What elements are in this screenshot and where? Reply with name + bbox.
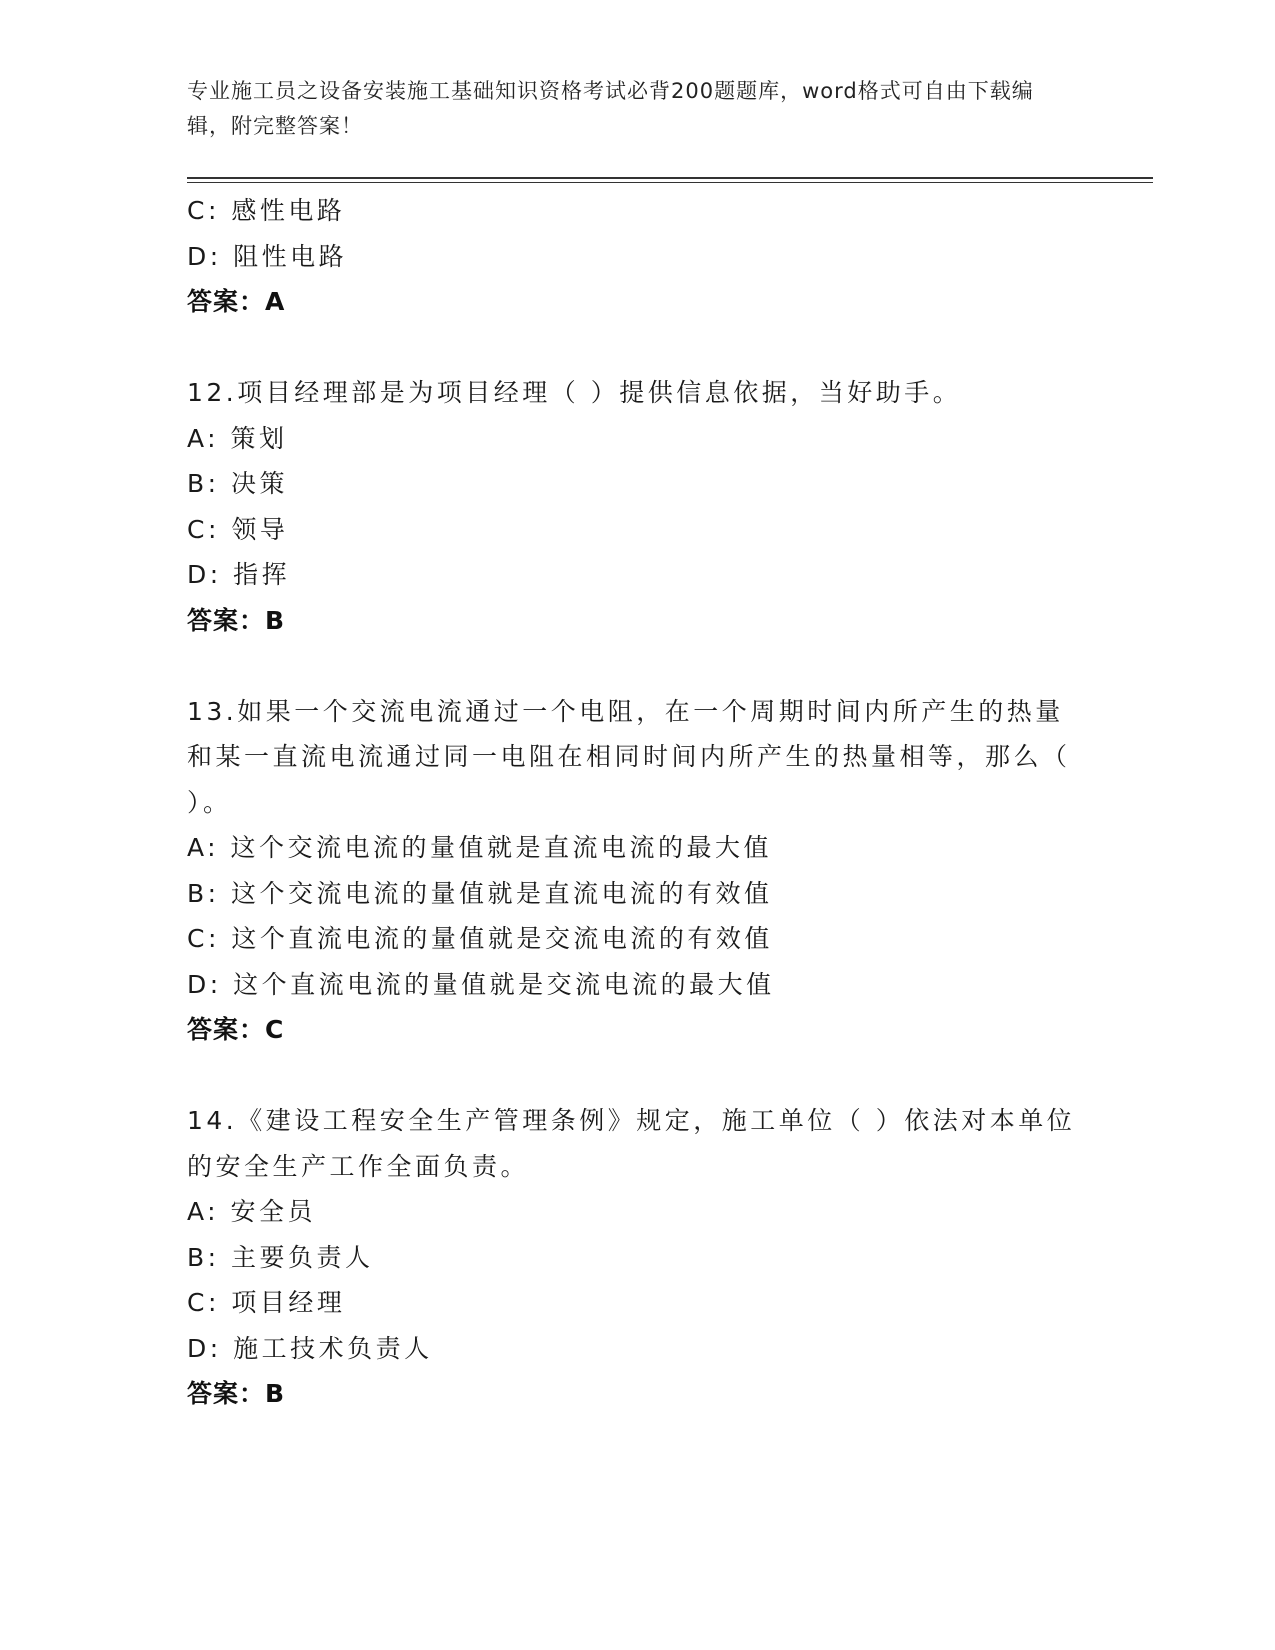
option-text: 项目经理	[231, 1288, 346, 1317]
option-letter: C:	[187, 196, 220, 225]
option-a	[187, 1189, 1087, 1235]
option-text: 指挥	[233, 560, 291, 589]
answer-line: 答案：B	[187, 1379, 286, 1408]
option-letter: D:	[187, 560, 222, 589]
option-letter: A:	[187, 1197, 220, 1226]
header-divider-thick	[187, 177, 1153, 179]
option-letter: A:	[187, 833, 220, 862]
option-text: 这个直流电流的量值就是交流电流的最大值	[233, 969, 775, 999]
option-c	[187, 916, 1087, 962]
question-stem: 13.如果一个交流电流通过一个电阻，在一个周期时间内所产生的热量和某一直流电流通过同一电阻在相同时间内所产生的热量相等，那么（ ）。	[187, 696, 1071, 817]
option-d	[187, 552, 1087, 598]
option-letter: D:	[187, 1333, 222, 1363]
option-letter: B:	[187, 469, 220, 498]
option-text: 领导	[231, 514, 289, 544]
option-c	[187, 188, 1087, 234]
option-text: 这个交流电流的量值就是直流电流的最大值	[230, 833, 773, 862]
option-c	[187, 507, 1087, 553]
option-a	[187, 416, 1087, 462]
option-letter: C:	[187, 924, 220, 953]
document-header-title: 专业施工员之设备安装施工基础知识资格考试必背200题题库，word格式可自由下载编辑，附完整答案！	[187, 79, 1034, 138]
option-text: 这个直流电流的量值就是交流电流的有效值	[231, 924, 773, 953]
answer-line: 答案：B	[187, 605, 286, 635]
option-text: 阻性电路	[233, 241, 348, 271]
option-letter: B:	[187, 878, 220, 908]
answer-line: 答案：A	[187, 287, 286, 316]
spacer	[187, 643, 1087, 689]
option-text: 施工技术负责人	[233, 1333, 433, 1363]
option-text: 主要负责人	[231, 1242, 374, 1272]
option-c	[187, 1280, 1087, 1326]
question-list	[187, 188, 1087, 1417]
option-a	[187, 825, 1087, 871]
header-divider-thin	[187, 182, 1153, 183]
option-letter: A:	[187, 423, 220, 453]
option-letter: B:	[187, 1242, 220, 1272]
option-d	[187, 234, 1087, 280]
option-text: 决策	[231, 469, 289, 498]
question-14	[187, 1098, 1087, 1417]
question-12	[187, 370, 1087, 643]
option-letter: D:	[187, 969, 222, 999]
option-text: 这个交流电流的量值就是直流电流的有效值	[231, 878, 773, 908]
option-text: 策划	[230, 423, 288, 453]
question-11-continuation	[187, 188, 1087, 325]
option-text: 安全员	[230, 1197, 317, 1226]
question-13	[187, 689, 1087, 1053]
option-b	[187, 871, 1087, 917]
spacer	[187, 325, 1087, 371]
option-d	[187, 962, 1087, 1008]
option-d	[187, 1326, 1087, 1372]
answer-line: 答案：C	[187, 1015, 285, 1044]
option-letter: D:	[187, 241, 222, 271]
question-stem: 12.项目经理部是为项目经理（ ）提供信息依据，当好助手。	[187, 378, 962, 407]
spacer	[187, 1053, 1087, 1099]
question-stem: 14.《建设工程安全生产管理条例》规定，施工单位（ ）依法对本单位的安全生产工作全面负责。	[187, 1106, 1076, 1181]
option-b	[187, 1235, 1087, 1281]
option-b	[187, 461, 1087, 507]
option-letter: C:	[187, 514, 220, 544]
option-letter: C:	[187, 1288, 220, 1317]
option-text: 感性电路	[231, 196, 346, 225]
